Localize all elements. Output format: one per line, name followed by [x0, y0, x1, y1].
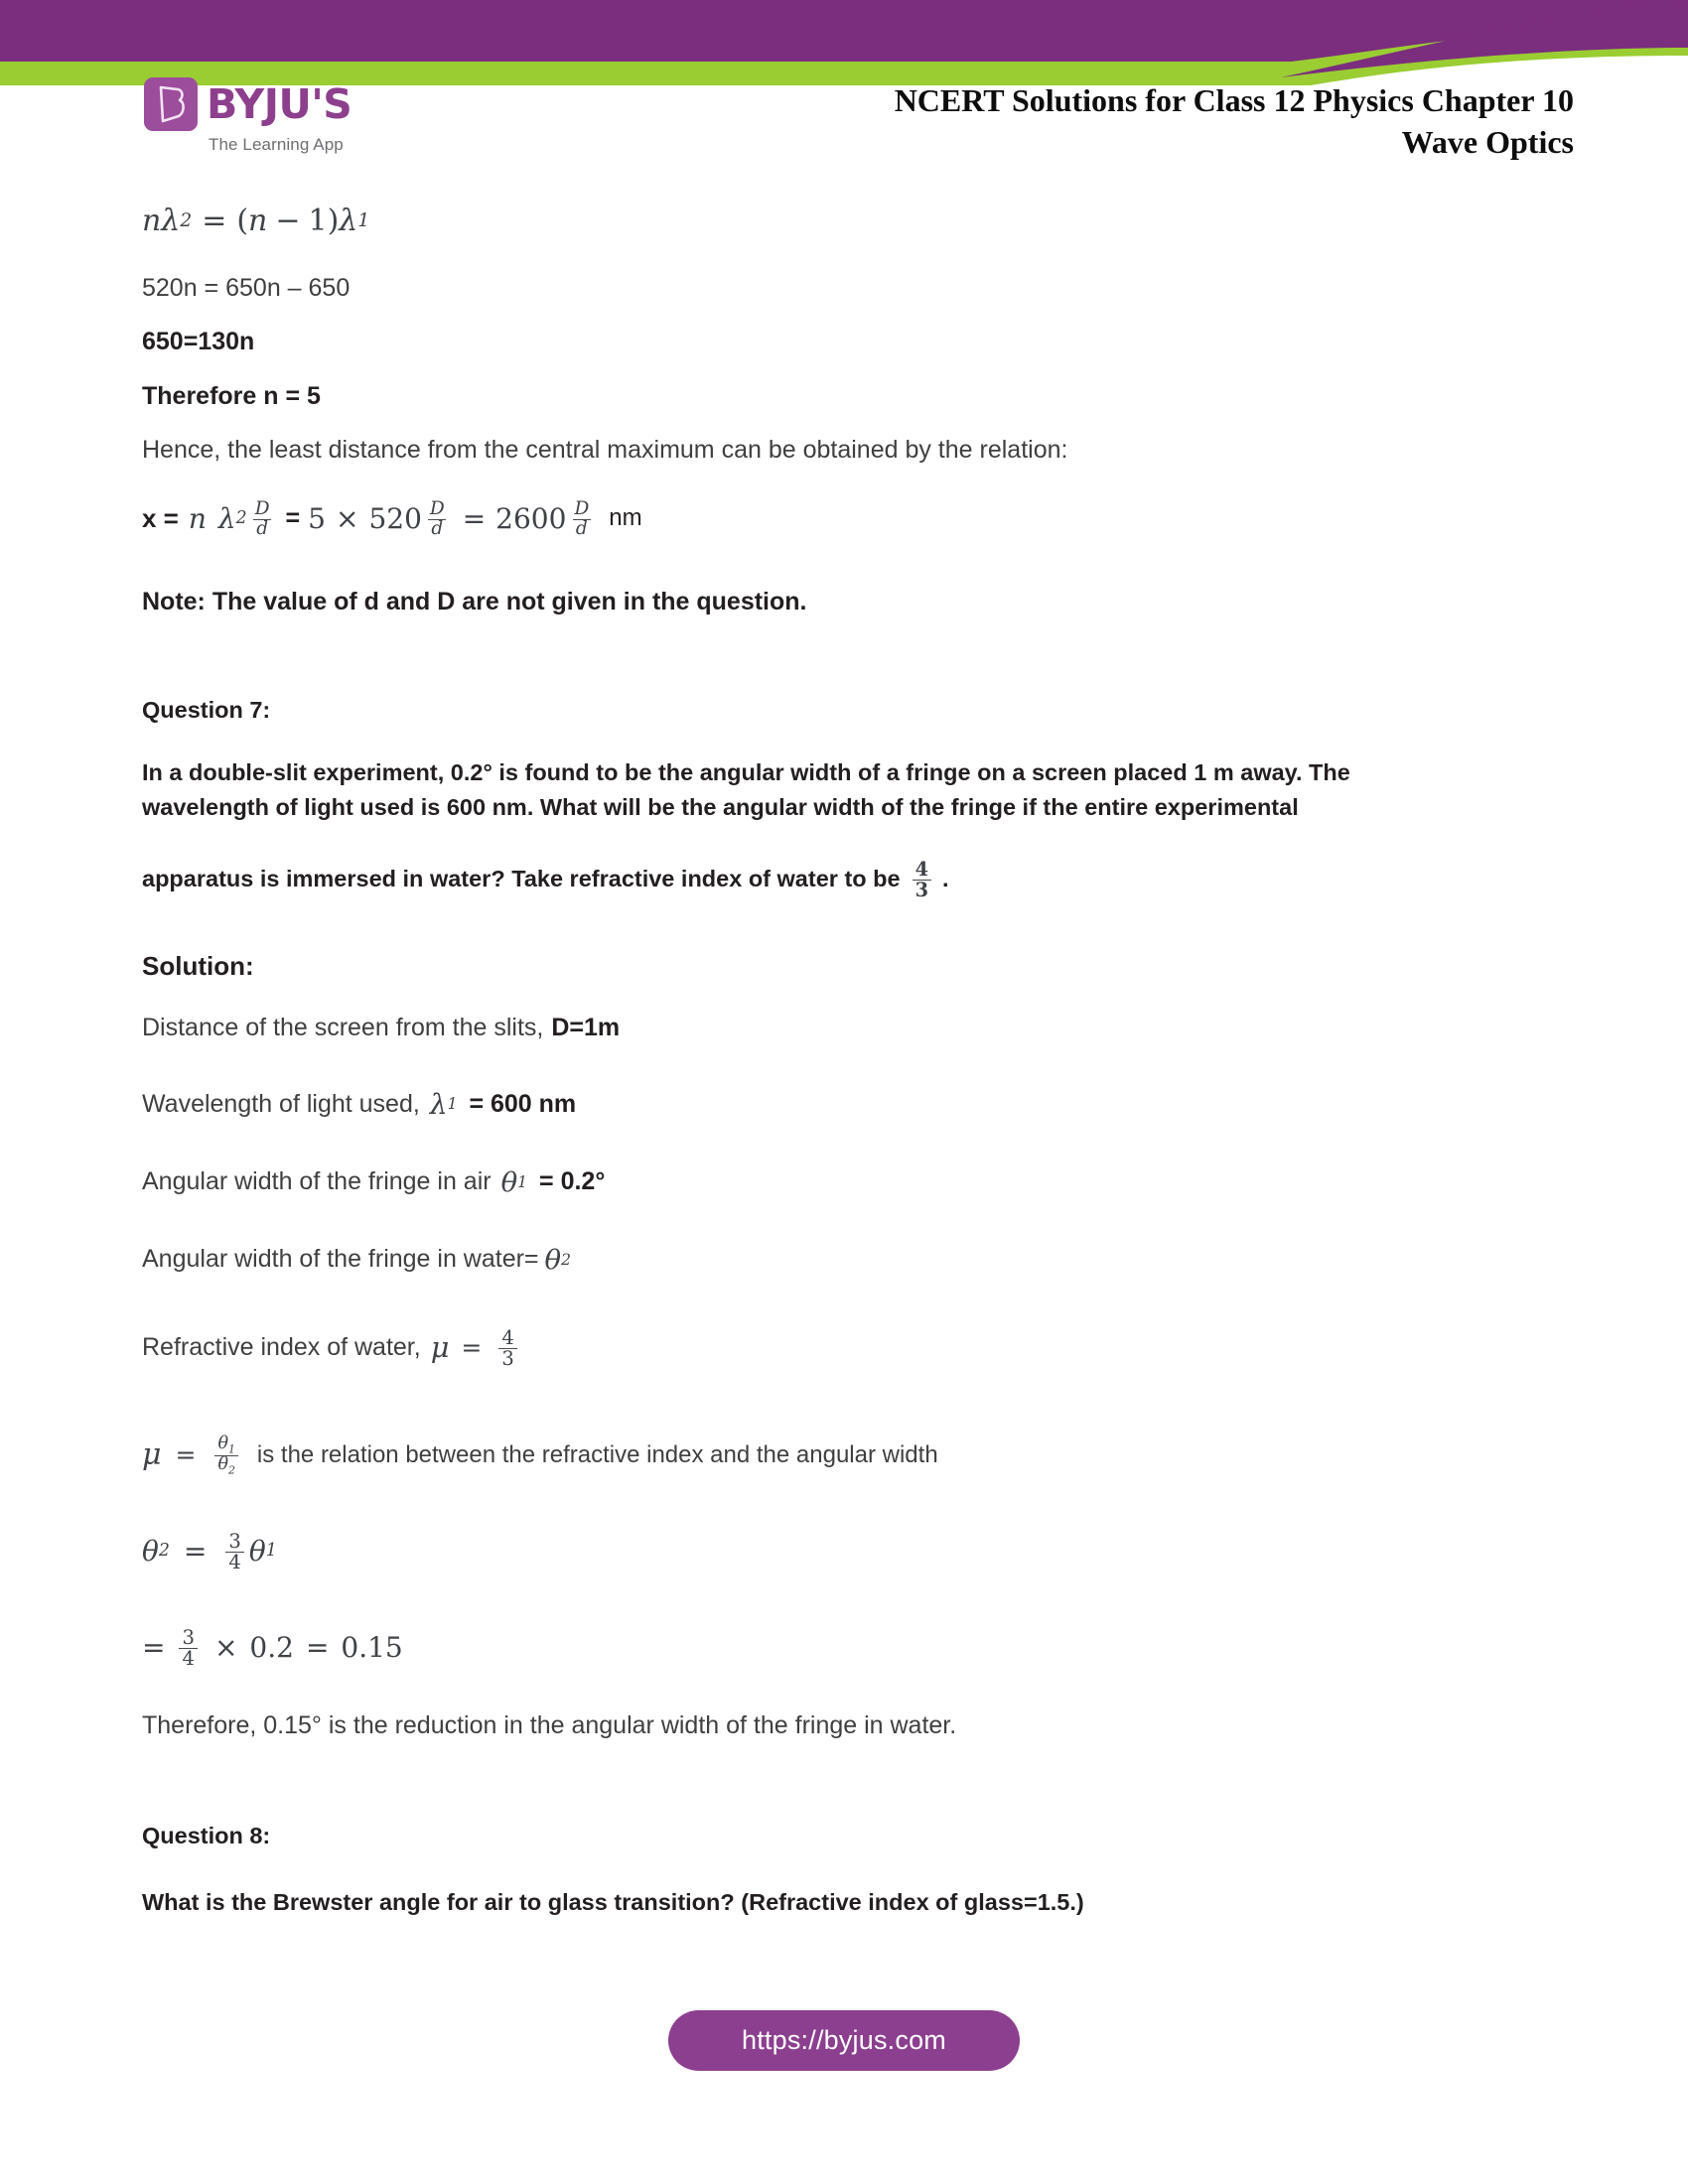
relation-den-sub: 2: [228, 1463, 235, 1477]
eq-one: 1: [308, 204, 328, 238]
eq-paren-close: ): [327, 204, 340, 238]
eqt2-theta: θ: [142, 1534, 159, 1568]
angular-water-symbol-sub: 2: [561, 1250, 571, 1269]
line-hence: Hence, the least distance from the central maximum can be obtained by the relation:: [142, 435, 1068, 464]
eqf-result: 0.15: [341, 1630, 403, 1664]
page-title: [680, 79, 1574, 163]
eqt2-theta1: θ: [248, 1534, 266, 1568]
equation-x-distance: [142, 499, 1552, 538]
eqf-frac-num: 3: [182, 1625, 195, 1649]
byjus-logo: [144, 77, 352, 155]
line-refractive-index: [142, 1327, 1552, 1368]
angular-water-label: Angular width of the fringe in water=: [142, 1245, 539, 1274]
eq-paren-open: (: [236, 204, 249, 238]
page-title-line2: Wave Optics: [1401, 124, 1574, 161]
relation-description: is the relation between the refractive index and the angular width: [256, 1440, 938, 1468]
wavelength-symbol-sub: 1: [447, 1095, 458, 1114]
eqf-frac-den: 4: [179, 1648, 197, 1669]
eqf-times: ×: [213, 1630, 238, 1664]
document-content: [142, 204, 1552, 1920]
logo-tagline: The Learning App: [209, 135, 344, 154]
eqt2-theta-sub: 2: [158, 1541, 170, 1562]
eqx-frac-Dd-3: [571, 500, 592, 539]
wavelength-value: = 600 nm: [469, 1089, 577, 1118]
eqx-equals1: =: [285, 503, 301, 532]
relation-theta-fraction: [214, 1435, 237, 1475]
eqx-frac3-num: D: [574, 498, 590, 519]
header-decoration: [0, 0, 1688, 89]
byjus-b-icon: [144, 77, 198, 131]
byjus-url-button[interactable]: https://byjus.com: [668, 2010, 1020, 2071]
eqf-equals2: =: [305, 1630, 330, 1664]
relation-mu-symbol: μ: [142, 1437, 162, 1473]
wavelength-label: Wavelength of light used,: [142, 1089, 420, 1118]
eq-n: n: [142, 204, 162, 238]
eqf-equals: =: [142, 1630, 166, 1664]
eqx-n: n: [188, 501, 207, 535]
header-row: [0, 77, 1688, 187]
line-520n: 520n = 650n – 650: [142, 274, 351, 302]
eqt2-frac-den: 4: [225, 1552, 243, 1572]
eq-equals: =: [202, 204, 227, 238]
eq-lambda1: λ: [339, 204, 358, 238]
question-8-text: What is the Brewster angle for air to glass transition? (Refractive index of glass=1.5.): [142, 1888, 1084, 1915]
question-8-label: Question 8:: [142, 1822, 271, 1848]
equation-n-lambda: [142, 204, 1552, 238]
eqx-lambda: λ: [217, 501, 236, 535]
eqx-x-label: x =: [142, 502, 179, 533]
note-line: Note: The value of d and D are not given in the question.: [142, 587, 807, 615]
wavelength-symbol: λ: [429, 1087, 448, 1121]
line-therefore-conclusion: Therefore, 0.15° is the reduction in the angular width of the fringe in water.: [142, 1710, 957, 1739]
line-distance-screen: [142, 1014, 1552, 1042]
refractive-fraction: [498, 1325, 516, 1370]
relation-den-theta: θ: [217, 1454, 228, 1475]
eq-lambda1-sub: 1: [357, 210, 370, 231]
angular-air-symbol-sub: 1: [517, 1172, 528, 1191]
refractive-equals: =: [461, 1332, 483, 1362]
eqx-frac2-num: D: [429, 498, 445, 519]
relation-frac-den: [214, 1455, 237, 1476]
angular-water-symbol: θ: [544, 1243, 562, 1276]
eqx-frac2-den: d: [428, 519, 446, 539]
angular-air-value: = 0.2°: [539, 1167, 606, 1196]
line-angular-width-air: [142, 1166, 1552, 1198]
refractive-frac-den: 3: [498, 1348, 516, 1369]
line-angular-width-water: [142, 1244, 1552, 1276]
refractive-label: Refractive index of water,: [142, 1332, 421, 1361]
distance-value: D=1m: [551, 1013, 621, 1041]
distance-label: Distance of the screen from the slits,: [142, 1013, 544, 1041]
line-therefore-n: Therefore n = 5: [142, 381, 321, 410]
eqt2-theta1-sub: 1: [265, 1541, 277, 1562]
eqx-equals2: =: [462, 501, 487, 535]
eqx-frac1-den: d: [253, 519, 271, 539]
eq-lambda-sub: 2: [180, 210, 193, 231]
eqx-frac-Dd-2: [427, 500, 448, 539]
question-7-fraction: [913, 858, 931, 902]
q7-frac-num: 4: [914, 858, 928, 882]
eq-lambda: λ: [161, 204, 181, 238]
eqf-fraction: [179, 1625, 197, 1670]
eqf-value: 0.2: [249, 1630, 294, 1664]
eqx-times: ×: [335, 501, 359, 535]
question-7-label: Question 7:: [142, 696, 271, 723]
angular-air-label: Angular width of the fringe in air: [142, 1167, 492, 1196]
eqx-lambda-sub: 2: [235, 508, 247, 529]
eq-minus: −: [275, 204, 301, 238]
equation-theta2: [142, 1531, 1552, 1571]
logo-wordmark: BYJU'S: [207, 79, 352, 128]
q7-period: .: [941, 865, 949, 891]
relation-equals: =: [175, 1440, 197, 1470]
equation-final-value: [142, 1627, 1552, 1668]
eqt2-fraction: [225, 1529, 243, 1573]
eq-n2: n: [248, 204, 268, 238]
refractive-frac-num: 4: [501, 1325, 514, 1349]
eqx-five: 5: [308, 501, 326, 535]
relation-num-theta: θ: [217, 1433, 228, 1454]
line-wavelength: [142, 1088, 1552, 1121]
question-7-text-part2: [142, 858, 1423, 902]
eqt2-frac-num: 3: [228, 1529, 241, 1553]
eqt2-equals: =: [183, 1534, 208, 1568]
eqx-2600: 2600: [495, 501, 567, 535]
eqx-frac-Dd-1: [252, 500, 273, 539]
relation-num-sub: 1: [228, 1442, 235, 1456]
eqx-520: 520: [368, 501, 422, 535]
eqx-frac3-den: d: [573, 519, 591, 539]
question-7-text-b: apparatus is immersed in water? Take refractive index of water to be: [142, 865, 901, 891]
relation-mu-theta: [142, 1433, 1552, 1477]
eqx-frac1-num: D: [254, 498, 270, 519]
relation-frac-num: [214, 1435, 237, 1455]
refractive-symbol: μ: [430, 1330, 450, 1365]
solution-label: Solution:: [142, 950, 254, 981]
q7-frac-den: 3: [913, 880, 931, 900]
footer: [0, 2010, 1688, 2071]
angular-air-symbol: θ: [500, 1165, 518, 1198]
page-title-line1: NCERT Solutions for Class 12 Physics Chapter 10: [894, 82, 1574, 118]
question-7-text-part1: In a double-slit experiment, 0.2° is found to be the angular width of a fringe on a screen placed 1 m away. The wavelength of light used is 600 nm. What will be the angular width of the fringe if the entire experimental: [142, 758, 1350, 821]
line-650-130n: 650=130n: [142, 328, 255, 356]
logo-main: [144, 77, 352, 131]
eqx-nm-unit: nm: [609, 504, 642, 532]
